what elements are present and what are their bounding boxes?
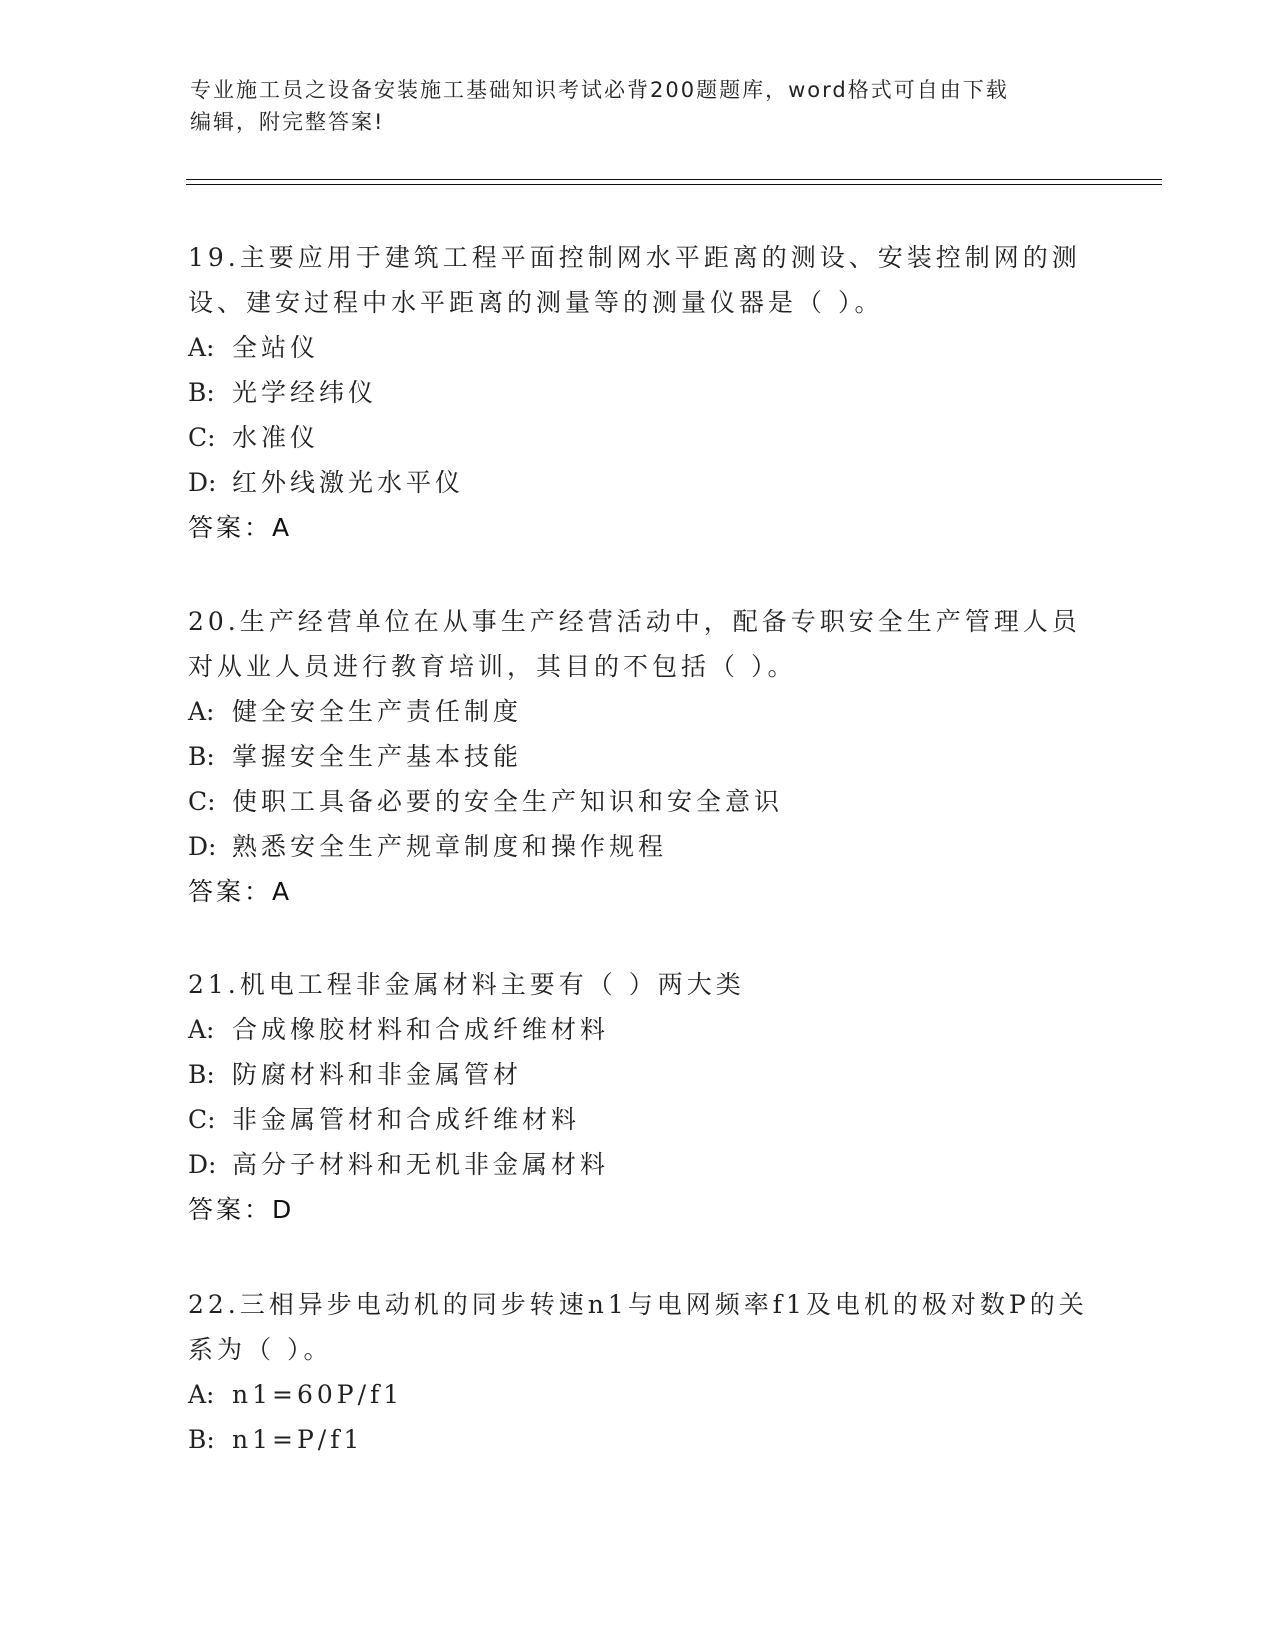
option-key: A:: [188, 1015, 215, 1044]
question-21: [188, 962, 1088, 1232]
option-key: B:: [188, 1425, 215, 1454]
option-a: [188, 689, 1088, 734]
option-a: [188, 325, 1088, 370]
option-key: D:: [188, 1150, 217, 1179]
option-d: [188, 460, 1088, 505]
option-key: A:: [188, 333, 215, 362]
header-divider-top: [186, 179, 1162, 180]
document-header: [190, 74, 1090, 138]
header-line-1: 专业施工员之设备安装施工基础知识考试必背200题题库，word格式可自由下载: [190, 78, 1009, 102]
option-text: 全站仪: [232, 333, 320, 362]
option-key: C:: [188, 787, 216, 816]
option-key: B:: [188, 378, 215, 407]
option-text: 熟悉安全生产规章制度和操作规程: [232, 832, 668, 861]
option-b: [188, 1052, 1088, 1097]
option-list: [188, 1007, 1088, 1187]
option-d: [188, 1142, 1088, 1187]
answer-line: 答案：D: [188, 1195, 295, 1224]
option-text: 合成橡胶材料和合成纤维材料: [232, 1015, 610, 1044]
option-text: n1=60P/f1: [232, 1380, 404, 1409]
option-b: [188, 370, 1088, 415]
option-text: 掌握安全生产基本技能: [232, 742, 523, 771]
option-list: [188, 325, 1088, 505]
option-key: C:: [188, 423, 216, 452]
option-key: A:: [188, 1380, 215, 1409]
option-a: [188, 1007, 1088, 1052]
option-b: [188, 1417, 1088, 1462]
option-list: [188, 689, 1088, 869]
option-text: n1=P/f1: [232, 1425, 364, 1454]
question-stem: 21.机电工程非金属材料主要有（ ）两大类: [188, 970, 745, 999]
option-text: 防腐材料和非金属管材: [232, 1060, 523, 1089]
option-text: 光学经纬仪: [232, 378, 378, 407]
option-text: 红外线激光水平仪: [232, 468, 465, 497]
option-b: [188, 734, 1088, 779]
question-22: [188, 1282, 1088, 1462]
option-c: [188, 779, 1088, 824]
option-a: [188, 1372, 1088, 1417]
option-c: [188, 1097, 1088, 1142]
option-text: 水准仪: [232, 423, 320, 452]
header-divider-bottom: [186, 184, 1162, 185]
option-text: 高分子材料和无机非金属材料: [232, 1150, 610, 1179]
question-stem: 22.三相异步电动机的同步转速n1与电网频率f1及电机的极对数P的关系为（ ）。: [188, 1290, 1088, 1364]
option-text: 使职工具备必要的安全生产知识和安全意识: [232, 787, 784, 816]
question-20: [188, 599, 1088, 914]
option-key: D:: [188, 832, 217, 861]
answer-line: 答案：A: [188, 513, 293, 542]
header-line-2: 编辑，附完整答案!: [190, 110, 385, 134]
option-c: [188, 415, 1088, 460]
option-key: D:: [188, 468, 217, 497]
question-19: [188, 235, 1088, 550]
option-text: 非金属管材和合成纤维材料: [232, 1105, 581, 1134]
option-list: [188, 1372, 1088, 1462]
question-stem: 19.主要应用于建筑工程平面控制网水平距离的测设、安装控制网的测设、建安过程中水平距离的测量等的测量仪器是（ ）。: [188, 243, 1081, 317]
option-key: A:: [188, 697, 215, 726]
option-text: 健全安全生产责任制度: [232, 697, 523, 726]
question-stem: 20.生产经营单位在从事生产经营活动中，配备专职安全生产管理人员对从业人员进行教育培训，其目的不包括（ ）。: [188, 607, 1081, 681]
option-key: C:: [188, 1105, 216, 1134]
option-key: B:: [188, 742, 215, 771]
option-key: B:: [188, 1060, 215, 1089]
answer-line: 答案：A: [188, 877, 293, 906]
option-d: [188, 824, 1088, 869]
